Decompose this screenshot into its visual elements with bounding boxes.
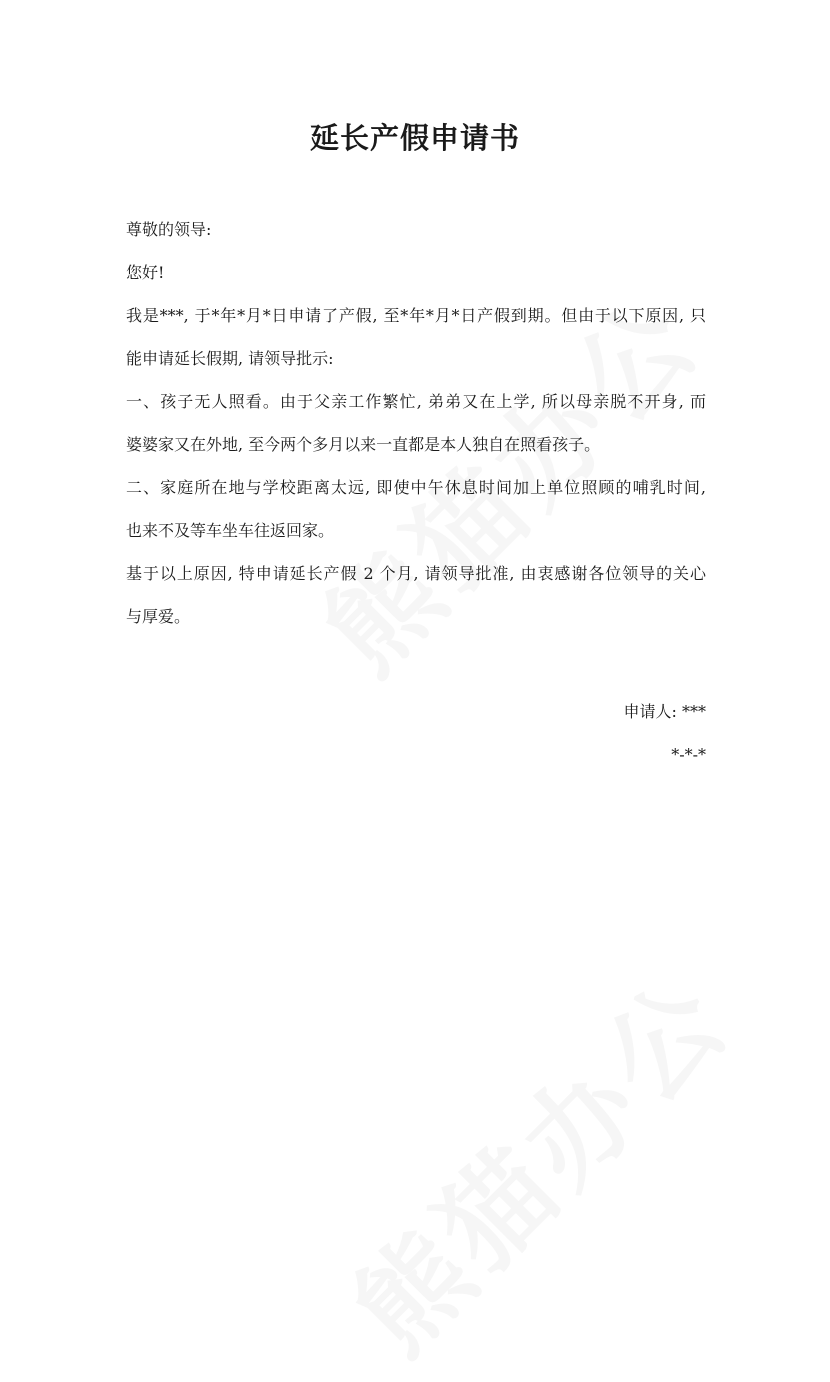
watermark [313,936,758,1381]
intro-line-2: 能申请延长假期, 请领导批示: [126,349,334,368]
applicant-signature: 申请人: *** [623,702,706,721]
document-title: 延长产假申请书 [309,121,520,155]
signature-block [126,700,706,766]
letter-body [126,218,706,628]
reason-1-line-1: 一、孩子无人照看。由于父亲工作繁忙, 弟弟又在上学, 所以母亲脱不开身, 而 [126,392,706,411]
closing-line-1: 基于以上原因, 特申请延长产假 2 个月, 请领导批准, 由衷感谢各位领导的关心 [126,564,706,583]
reason-1-line-2: 婆婆家又在外地, 至今两个多月以来一直都是本人独自在照看孩子。 [126,435,601,454]
intro-line-1: 我是***, 于*年*月*日申请了产假, 至*年*月*日产假到期。但由于以下原因, 只 [126,306,706,325]
signature-date: *-*-* [671,745,706,764]
reason-2-line-1: 二、家庭所在地与学校距离太远, 即使中午休息时间加上单位照顾的哺乳时间, [126,478,706,497]
salutation: 尊敬的领导: [126,220,212,239]
closing-line-2: 与厚爱。 [126,607,191,626]
greeting: 您好! [126,263,165,282]
reason-2-line-2: 也来不及等车坐车往返回家。 [126,521,335,540]
